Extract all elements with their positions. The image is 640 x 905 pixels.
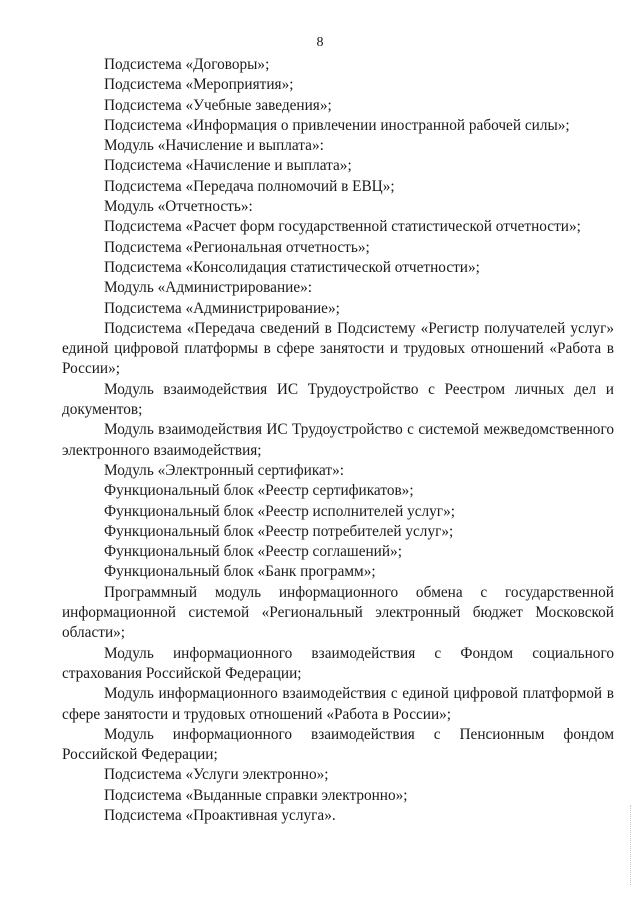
page-number: 8 [316, 35, 324, 50]
paragraph: Модуль «Отчетность»: [104, 198, 253, 216]
paragraph: Модуль информационного взаимодействия с единой цифровой платформой в сфере занятости и трудовых отношений «Работа в России»; [62, 685, 614, 723]
paragraph: Подсистема «Начисление и выплата»; [104, 157, 352, 175]
paragraph: Модуль информационного взаимодействия с Фондом социального страхования Российской Федерации; [62, 644, 614, 682]
paragraph: Функциональный блок «Реестр потребителей услуг»; [104, 522, 454, 540]
paragraph: Подсистема «Учебные заведения»; [104, 96, 332, 114]
paragraph: Подсистема «Консолидация статистической отчетности»; [104, 258, 480, 276]
paragraph: Подсистема «Информация о привлечении иностранной рабочей силы»; [104, 116, 570, 134]
paragraph: Подсистема «Региональная отчетность»; [104, 238, 370, 256]
paragraph: Функциональный блок «Реестр соглашений»; [104, 543, 402, 561]
paragraph: Функциональный блок «Банк программ»; [104, 563, 376, 581]
paragraph: Функциональный блок «Реестр исполнителей услуг»; [104, 502, 455, 520]
scan-edge-mark [630, 805, 637, 885]
paragraph: Подсистема «Администрирование»; [104, 299, 340, 317]
paragraph: Модуль информационного взаимодействия с Пенсионным фондом Российской Федерации; [62, 725, 614, 764]
paragraph: Модуль «Начисление и выплата»: [104, 137, 324, 155]
paragraph: Программный модуль информационного обмена с государственной информационной системой «Региональный электронный бюджет Московской области»; [62, 583, 614, 642]
paragraph: Подсистема «Мероприятия»; [104, 76, 294, 94]
paragraph: Подсистема «Выданные справки электронно»; [104, 786, 408, 804]
paragraph: Подсистема «Договоры»; [104, 56, 270, 73]
paragraph: Модуль взаимодействия ИС Трудоустройство с Реестром личных дел и документов; [62, 380, 614, 419]
paragraph: Подсистема «Услуги электронно»; [104, 766, 329, 784]
paragraph: Модуль взаимодействия ИС Трудоустройство с системой межведомственного электронного взаимодействия; [62, 421, 614, 459]
paragraph: Подсистема «Передача сведений в Подсистему «Регистр получателей услуг» единой цифровой платформы в сфере занятости и трудовых отношений «Работа в России»; [62, 319, 614, 378]
paragraph: Подсистема «Проактивная услуга». [104, 806, 336, 824]
paragraph: Модуль «Электронный сертификат»: [104, 461, 345, 479]
paragraph: Функциональный блок «Реестр сертификатов»; [104, 482, 414, 500]
paragraph: Подсистема «Передача полномочий в ЕВЦ»; [104, 177, 395, 195]
document-body [62, 55, 614, 826]
paragraph: Подсистема «Расчет форм государственной статистической отчетности»; [104, 218, 581, 236]
paragraph: Модуль «Администрирование»: [104, 279, 313, 297]
